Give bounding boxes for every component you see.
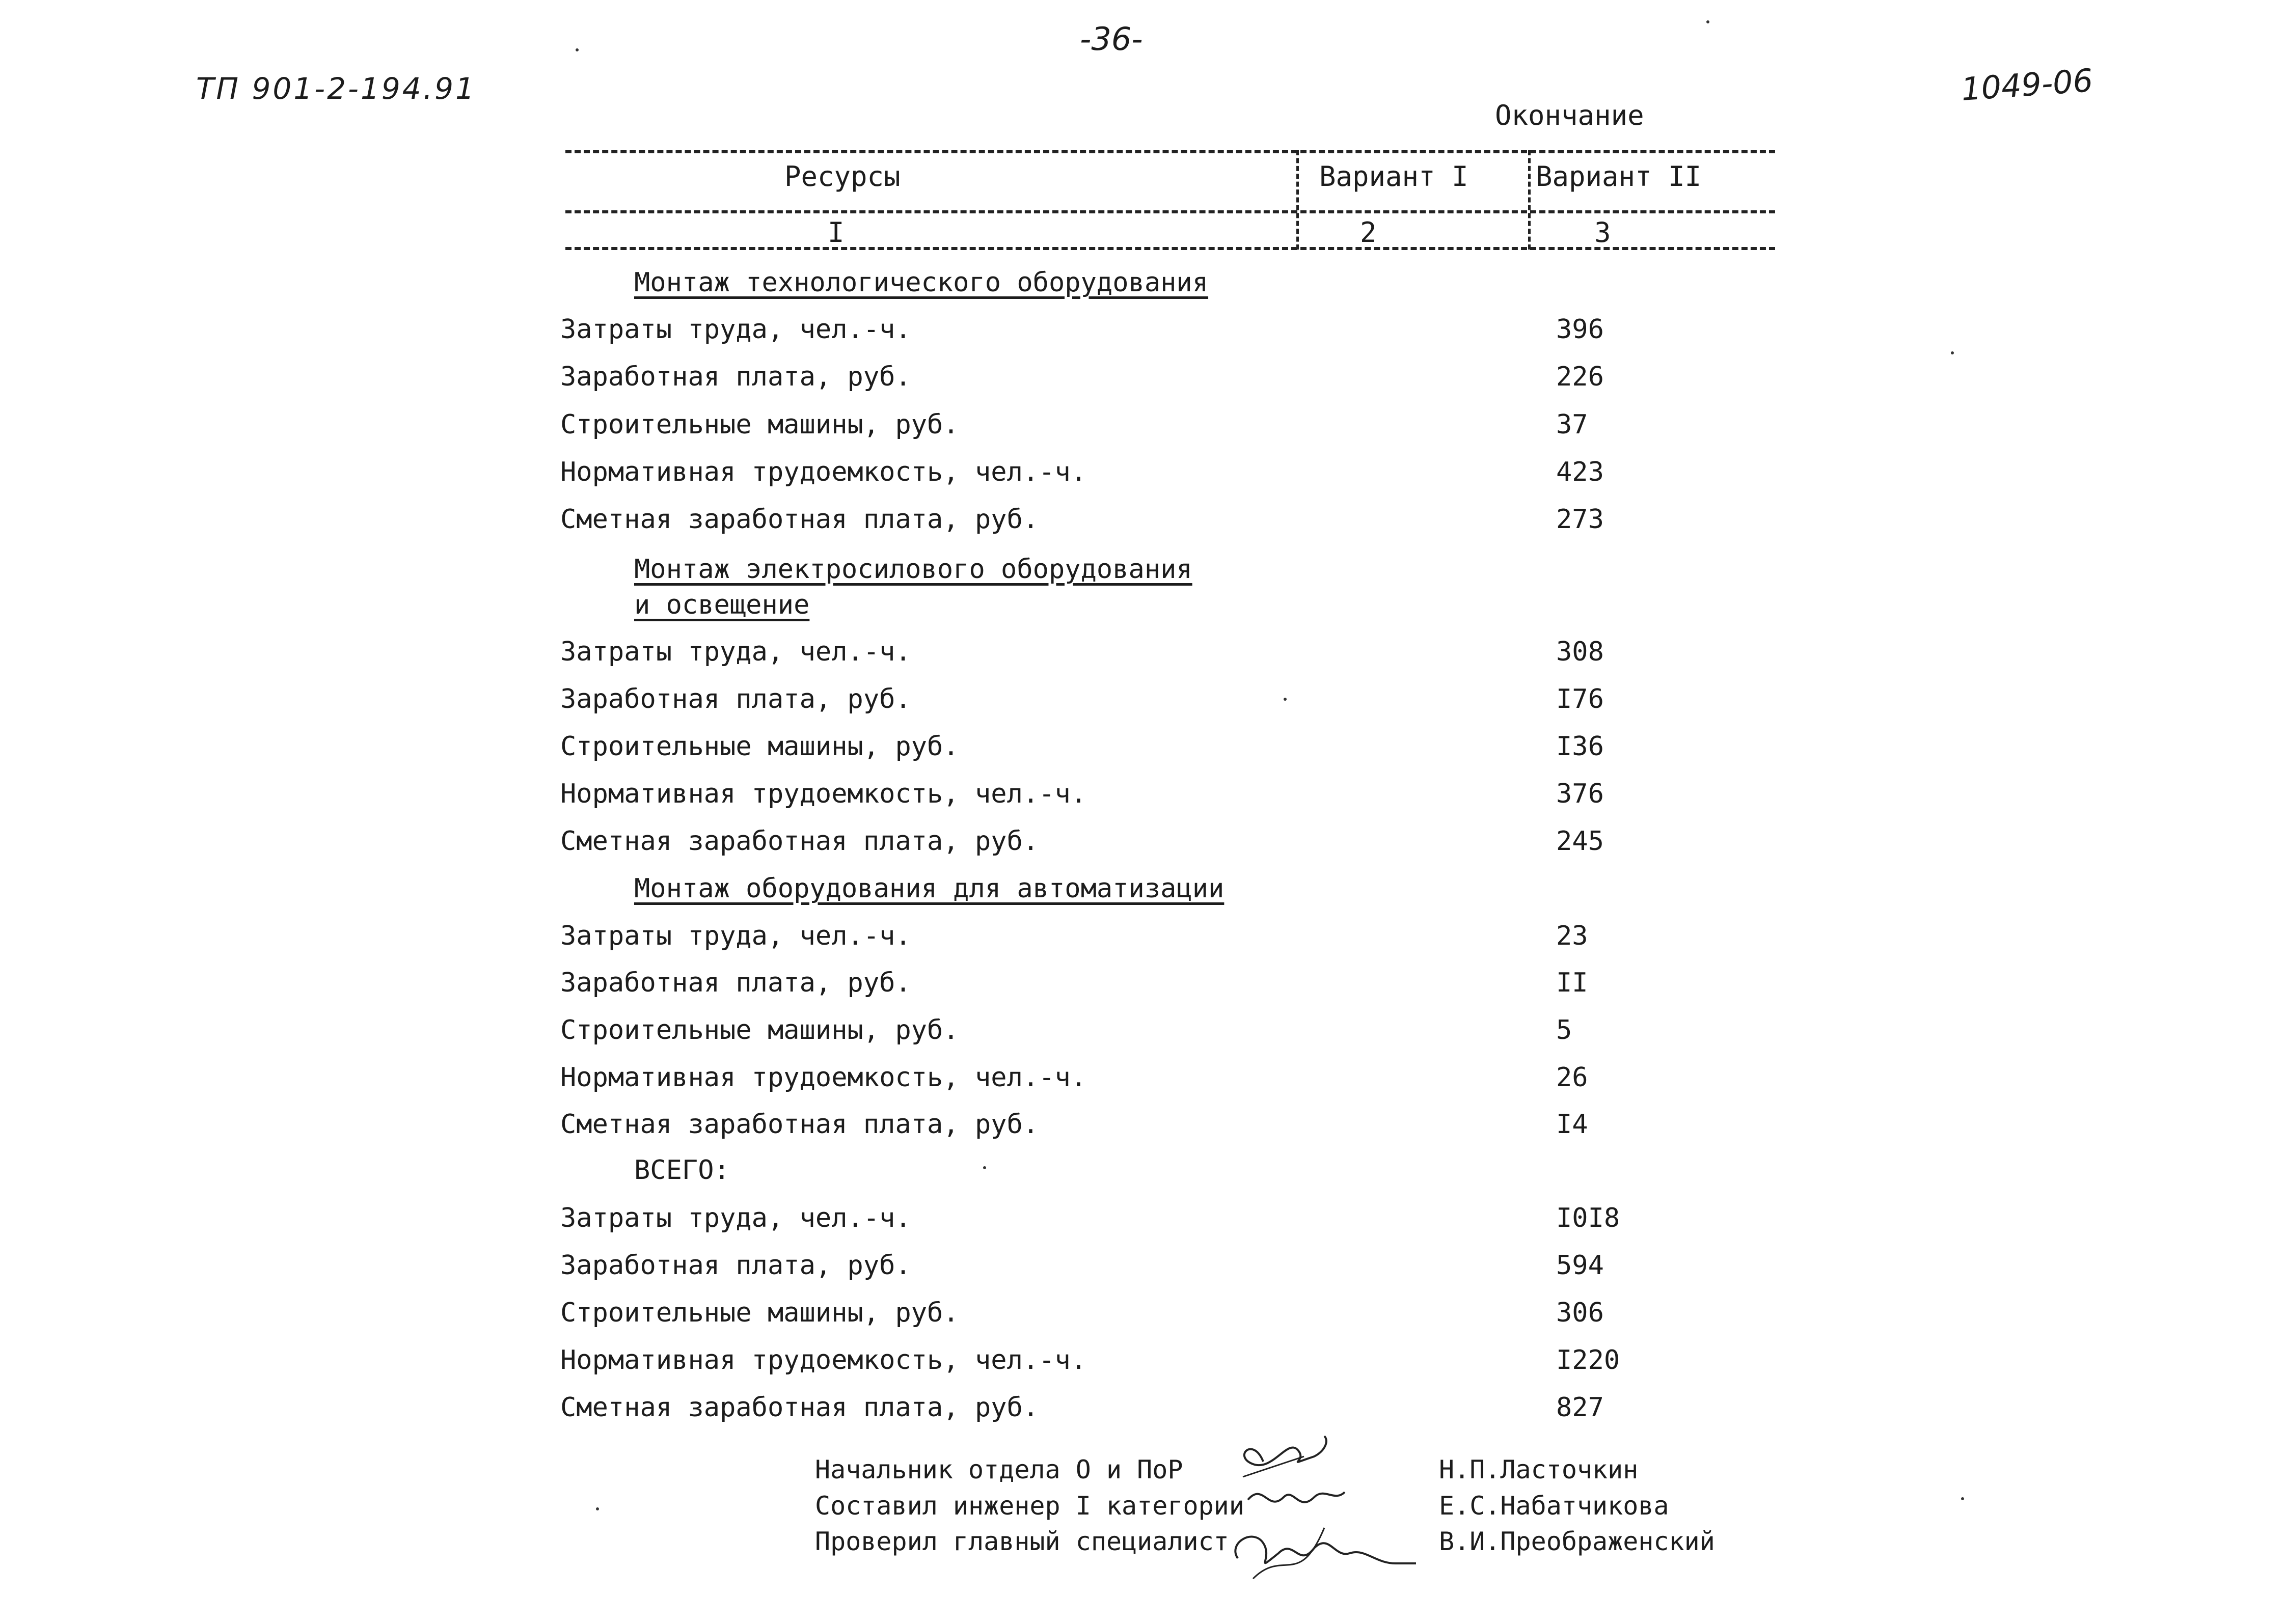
row-value: 308 (1556, 637, 1604, 667)
row-value: I4 (1556, 1109, 1588, 1140)
section-title: Монтаж технологического оборудования (634, 267, 1209, 298)
document-code: ТП 901-2-194.91 (196, 71, 476, 106)
row-value: 273 (1556, 504, 1604, 535)
row-label: Нормативная трудоемкость, чел.-ч. (560, 457, 1087, 487)
row-value: 594 (1556, 1250, 1604, 1281)
row-value: 423 (1556, 457, 1604, 487)
scan-speck (1706, 20, 1709, 23)
column-header-resources: Ресурсы (784, 160, 901, 192)
row-value: 306 (1556, 1298, 1604, 1328)
inventory-number: 1049-06 (1960, 62, 2094, 108)
row-value: 396 (1556, 314, 1604, 345)
column-divider-1 (1296, 150, 1299, 250)
row-label: Строительные машины, руб. (560, 1298, 959, 1328)
row-label: Сметная заработная плата, руб. (560, 826, 1039, 857)
row-label: Строительные машины, руб. (560, 1015, 959, 1045)
header-mid-rule (565, 210, 1775, 213)
table-top-rule (565, 150, 1775, 153)
row-label: Нормативная трудоемкость, чел.-ч. (560, 1345, 1087, 1375)
row-value: 37 (1556, 409, 1588, 440)
section-title: Монтаж оборудования для автоматизации (634, 873, 1224, 904)
column-header-variant-2: Вариант II (1536, 160, 1702, 192)
signatory-name: Е.С.Набатчикова (1439, 1491, 1669, 1521)
row-label: Затраты труда, чел.-ч. (560, 1203, 911, 1233)
section-title-line-2: и освещение (634, 590, 810, 620)
page-number: -36- (1080, 20, 1143, 58)
total-title: ВСЕГО: (634, 1155, 730, 1186)
column-divider-2 (1528, 150, 1531, 250)
row-value: I220 (1556, 1345, 1620, 1375)
continuation-label: Окончание (1495, 99, 1644, 131)
row-value: 245 (1556, 826, 1604, 857)
scan-speck (596, 1507, 599, 1510)
row-value: I76 (1556, 684, 1604, 714)
row-value: 827 (1556, 1392, 1604, 1423)
scan-speck (1284, 698, 1287, 701)
signatory-role: Составил инженер I категории (815, 1491, 1244, 1521)
section-title: Монтаж электросилового оборудования (634, 554, 1192, 585)
row-value: 23 (1556, 921, 1588, 951)
scan-speck (1951, 351, 1954, 354)
signatory-name: Н.П.Ласточкин (1439, 1455, 1639, 1484)
row-label: Затраты труда, чел.-ч. (560, 637, 911, 667)
row-label: Нормативная трудоемкость, чел.-ч. (560, 1062, 1087, 1093)
row-label: Заработная плата, руб. (560, 1250, 911, 1281)
row-value: 226 (1556, 362, 1604, 392)
signatory-name: В.И.Преображенский (1439, 1527, 1715, 1556)
row-label: Строительные машины, руб. (560, 731, 959, 762)
header-bottom-rule (565, 247, 1775, 250)
row-label: Заработная плата, руб. (560, 968, 911, 998)
scan-speck (983, 1166, 986, 1169)
column-number-1: I (828, 216, 845, 249)
scan-speck (1961, 1497, 1964, 1500)
handwritten-signatures (1222, 1426, 1436, 1594)
row-label: Затраты труда, чел.-ч. (560, 921, 911, 951)
row-label: Сметная заработная плата, руб. (560, 1109, 1039, 1140)
row-value: 376 (1556, 779, 1604, 809)
signatory-role: Начальник отдела О и ПоР (815, 1455, 1183, 1484)
row-label: Сметная заработная плата, руб. (560, 1392, 1039, 1423)
column-number-2: 2 (1360, 216, 1377, 249)
row-value: 26 (1556, 1062, 1588, 1093)
row-label: Затраты труда, чел.-ч. (560, 314, 911, 345)
row-label: Заработная плата, руб. (560, 362, 911, 392)
row-value: I0I8 (1556, 1203, 1620, 1233)
scan-speck (576, 48, 579, 51)
row-label: Строительные машины, руб. (560, 409, 959, 440)
column-header-variant-1: Вариант I (1319, 160, 1468, 192)
row-value: I36 (1556, 731, 1604, 762)
row-label: Нормативная трудоемкость, чел.-ч. (560, 779, 1087, 809)
row-label: Сметная заработная плата, руб. (560, 504, 1039, 535)
row-value: 5 (1556, 1015, 1572, 1045)
row-value: II (1556, 968, 1588, 998)
row-label: Заработная плата, руб. (560, 684, 911, 714)
signatory-role: Проверил главный специалист (815, 1527, 1229, 1556)
column-number-3: 3 (1594, 216, 1611, 249)
